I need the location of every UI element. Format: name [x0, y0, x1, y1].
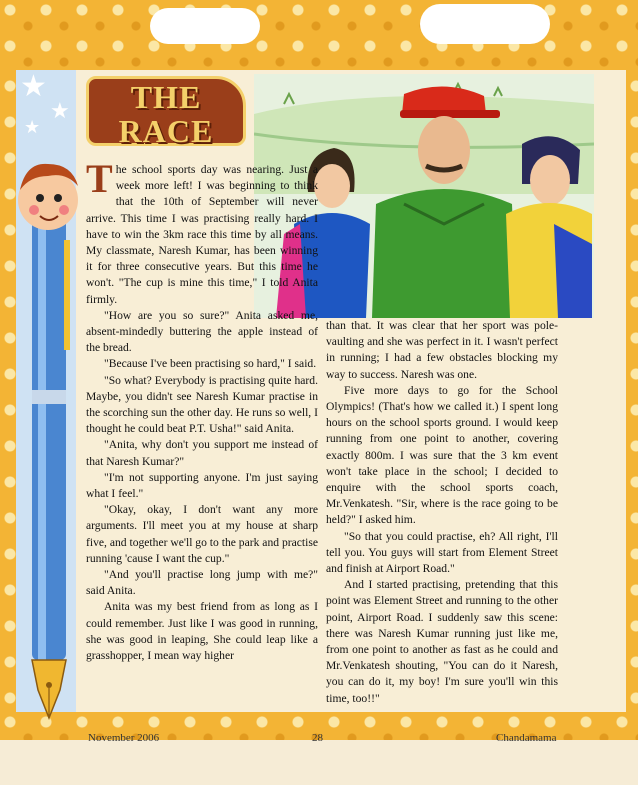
star-icon: ★	[20, 70, 47, 103]
article-column-left	[86, 156, 318, 664]
paragraph: "Okay, okay, I don't want any more arguments. I'll meet you at my house at sharp five, and together we'll go to the park and practise running 'cause I want the cup."	[86, 503, 318, 565]
paragraph: "I'm not supporting anyone. I'm just saying what I feel."	[86, 470, 318, 501]
title-line-2: RACE	[118, 113, 214, 149]
title-line-1: THE	[130, 79, 202, 115]
paragraph: "Anita, why don't you support me instead of that Naresh Kumar?"	[86, 438, 318, 468]
paragraph: "How are you so sure?" Anita asked me, absent-mindedly buttering the apple instead of the bread.	[86, 308, 318, 355]
article-column-right	[326, 318, 558, 707]
star-icon: ★	[50, 98, 70, 123]
page-number: 28	[312, 732, 323, 744]
paragraph-text: he school sports day was nearing. Just a week more left! I was beginning to think that the 10th of September will never arrive. This time I was practising really hard. I have to win the 3km race this time by all means. My classmate, Naresh Kumar, has been winning it for three consecutive years. But this time he won't. "The cup is mine this time," I told Anita firmly.	[86, 163, 318, 306]
paragraph: "So that you could practise, eh? All right, I'll tell you. You guys will start from Element Street and finish at Airport Road."	[326, 529, 558, 576]
paragraph: Five more days to go for the School Olympics! (That's how we called it.) I spent long hours on the school sports ground. I would keep running from one point to another, covering exactly 800m. I was sure that the 3 km event won't take place in the school; I decided to enquire with the school sports coach, Mr.Venkatesh. "Sir, where is the race going to be held?" I asked him.	[326, 383, 558, 527]
page-title	[86, 76, 246, 148]
footer-date: November 2006	[88, 732, 160, 744]
paragraph: "So what? Everybody is practising quite hard. Maybe, you didn't see Naresh Kumar practise in the scorching sun the other day. He runs so well, I thought he could beat P.T. Usha!" said Anita.	[86, 373, 318, 436]
star-icon: ★	[24, 117, 41, 137]
drop-cap: T	[86, 156, 113, 201]
paragraph: "Because I've been practising so hard," I said.	[104, 357, 317, 371]
paragraph: Anita was my best friend from as long as I could remember. Just like I was good in running, she was good in leaping, She could leap like a grasshopper, I mean way higher	[86, 600, 318, 663]
paragraph	[86, 156, 318, 308]
paragraph: than that. It was clear that her sport was pole-vaulting and she was perfect in it. I wasn't perfect in running; I had a few obstacles blocking my way to success. Naresh was one.	[326, 319, 558, 381]
paragraph: "And you'll practise long jump with me?" said Anita.	[86, 568, 318, 598]
magazine-name: Chandamama	[496, 732, 557, 744]
paragraph: And I started practising, pretending that this point was Element Street and running to the other point, Airport Road. I suddenly saw this scene: there was Naresh Kumar running just like me, from one point to another as fast as he could and Mr.Venkatesh shouting, "You can do it Naresh, you can do it, my boy! I'm sure you'll win this time, too!!"	[326, 578, 558, 705]
